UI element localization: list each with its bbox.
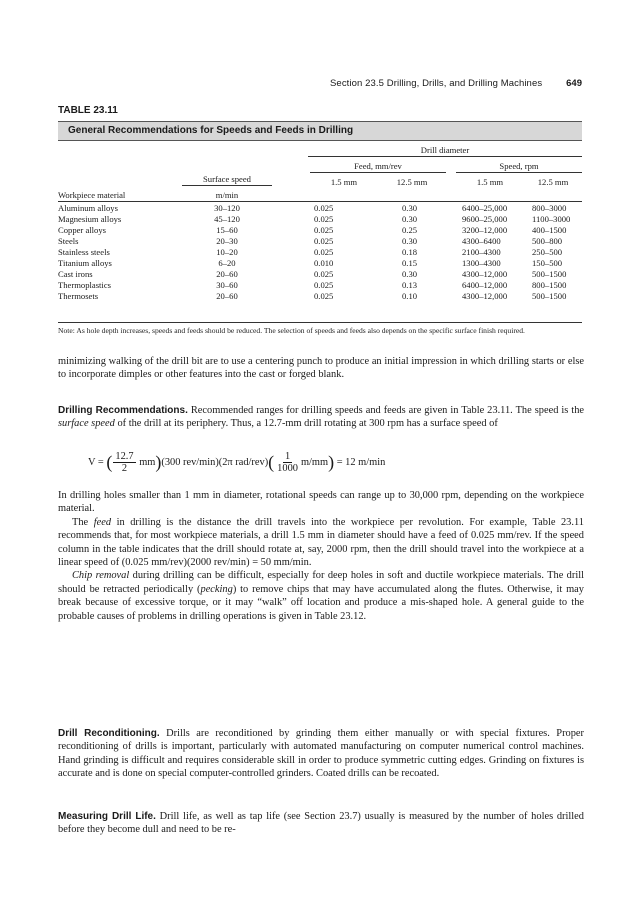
cell-rpm-small: 6400–25,000 [462,203,508,213]
feed-header: Feed, mm/rev [354,161,402,171]
cell-feed-large: 0.30 [402,203,418,213]
workpiece-header: Workpiece material [58,190,126,200]
drilling-recommendations-heading: Drilling Recommendations. [58,405,188,416]
subheader-speed-large: 12.5 mm [537,177,569,187]
surface-speed-equation [88,451,588,485]
cell-rpm-small: 3200–12,000 [462,225,508,235]
header-rule [310,172,446,173]
cell-feed-large: 0.13 [402,280,418,290]
table-row [58,214,582,225]
cell-feed-small: 0.025 [314,203,334,213]
speed-header: Speed, rpm [499,161,539,171]
equation-paren: ( [268,452,275,472]
header-bottom-rule [58,201,582,202]
cell-surface-speed: 6–20 [218,258,236,268]
cell-rpm-small: 9600–25,000 [462,214,508,224]
table-row [58,247,582,258]
surface-speed-header: Surface speed [203,174,251,184]
cell-surface-speed: 45–120 [214,214,240,224]
cell-feed-large: 0.18 [402,247,418,257]
table-row [58,258,582,269]
table-bottom-rule [58,322,582,323]
cell-surface-speed: 15–60 [216,225,238,235]
table-row [58,225,582,236]
feed-text: in drilling is the distance the drill travels into the workpiece per revolution. For example, Table 23.11 recommends that, for most workpiece materials, a drill 1.5 mm in diameter should have a feed of 0.025 mm/rev. If the speed column in the table indicates that the drill should rotate at, say, 2000 rpm, then the drill should travel into the workpiece at a linear speed of (0.025 mm/rev)(2000 rev/min) = 50 mm/min. [58,516,584,569]
table-number: TABLE 23.11 [58,105,118,116]
cell-feed-small: 0.025 [314,247,334,257]
subheader-speed-small: 1.5 mm [476,177,504,187]
cell-feed-large: 0.30 [402,269,418,279]
cell-material: Titanium alloys [58,258,112,268]
cell-material: Thermosets [58,291,99,301]
page-number: 649 [566,78,582,89]
cell-rpm-small: 6400–12,000 [462,280,508,290]
cell-rpm-large: 800–3000 [532,203,567,213]
table-title: General Recommendations for Speeds and Feeds in Drilling [68,125,354,136]
cell-feed-small: 0.025 [314,291,334,301]
cell-feed-small: 0.010 [314,258,334,268]
table-row [58,203,582,214]
chip-text: ) to remove chips that may have accumulated along the flutes. Otherwise, it may break because of excessive torque, or it may “walk” off location and produce a mis-shaped hole. A general guide to the probable causes of problems in drilling operations is given in Table 23.12. [58,583,584,622]
cell-rpm-large: 1100–3000 [532,214,571,224]
cell-rpm-large: 500–1500 [532,291,567,301]
cell-surface-speed: 30–60 [216,280,238,290]
cell-surface-speed: 20–60 [216,269,238,279]
cell-material: Aluminum alloys [58,203,118,213]
cell-rpm-large: 500–800 [532,236,563,246]
feed-paragraph [58,516,584,570]
cell-surface-speed: 10–20 [216,247,238,257]
intro-text: minimizing walking of the drill bit are to use a centering punch to produce an initial impression in which drilling starts or else to incorporate dimples or other features into the cast or forged blank. [58,356,584,381]
drilling-recommendations-paragraph [58,404,584,431]
drilling-rec-emphasis: surface speed [58,418,115,430]
cell-rpm-large: 250–500 [532,247,563,257]
equation-result: = 12 m/min [336,456,386,468]
equation-unit: m/mm [300,456,329,468]
equation-paren: ) [328,452,335,472]
section-title: Section 23.5 Drilling, Drills, and Drilling Machines [330,78,543,89]
drill-life-paragraph [58,810,584,837]
cell-rpm-small: 1300–4300 [462,258,501,268]
cell-feed-large: 0.25 [402,225,418,235]
table-row [58,236,582,247]
chip-text: during drilling can be difficult, especially for deep holes in soft and ductile workpiece materials. The drill should be retracted periodically ( [58,570,585,595]
chip-removal-paragraph [58,569,584,623]
equation-unit: mm [139,456,156,468]
cell-rpm-large: 400–1500 [532,225,567,235]
equation-fraction [113,451,135,474]
table-row [58,269,582,280]
cell-feed-large: 0.15 [402,258,418,268]
cell-rpm-small: 4300–12,000 [462,291,508,301]
drill-life-heading: Measuring Drill Life. [58,811,156,822]
header-rule [308,156,582,157]
table-body [58,203,582,302]
drill-life-text: Drill life, as well as tap life (see Section 23.7) usually is measured by the number of holes drilled before they become dull and need to be re- [58,811,584,836]
fraction-numerator: 12.7 [115,451,134,462]
running-head [330,78,582,89]
cell-material: Stainless steels [58,247,110,257]
subheader-feed-small: 1.5 mm [330,177,358,187]
cell-rpm-large: 150–500 [532,258,563,268]
cell-rpm-large: 800–1500 [532,280,567,290]
cell-feed-small: 0.025 [314,269,334,279]
cell-feed-small: 0.025 [314,214,334,224]
cell-surface-speed: 30–120 [214,203,240,213]
cell-feed-large: 0.10 [402,291,418,301]
chip-removal-emphasis: Chip removal [72,570,130,582]
body-paragraph-intro [58,355,584,382]
table-row [58,291,582,302]
fraction-denominator: 2 [121,463,128,474]
cell-rpm-small: 2100–4300 [462,247,501,257]
header-rule [456,172,582,173]
equation-middle: (300 rev/min)(2π rad/rev) [161,456,269,468]
table-title-bar [58,121,582,141]
cell-rpm-large: 500–1500 [532,269,567,279]
equation-paren: ( [106,452,113,472]
equation-lhs: V = [88,456,104,468]
equation-fraction [275,451,300,474]
fraction-numerator: 1 [284,451,291,462]
cell-feed-large: 0.30 [402,214,418,224]
cell-material: Copper alloys [58,225,106,235]
cell-material: Thermoplastics [58,280,111,290]
cell-surface-speed: 20–30 [216,236,238,246]
pecking-emphasis: pecking [200,583,233,595]
cell-feed-large: 0.30 [402,236,418,246]
header-rule [182,185,272,186]
feed-emphasis: feed [93,516,112,528]
drill-diameter-header: Drill diameter [420,145,470,155]
cell-rpm-small: 4300–12,000 [462,269,508,279]
cell-material: Steels [58,236,79,246]
drilling-details-section [58,489,584,623]
cell-feed-small: 0.025 [314,280,334,290]
fraction-denominator: 1000 [277,463,298,474]
reconditioning-text: Drills are reconditioned by grinding them either manually or with special fixtures. Proper reconditioning of drills is important, particularly with automated manufacturing on computer numerical control machines. Hand grinding is difficult and requires considerable skill in order to produce symmetric cutting edges. Grinding on fixtures is accurate and is done on special computer-controlled grinders. Coated drills can be recoated. [58,728,584,780]
cell-material: Cast irons [58,269,93,279]
drill-life-section [58,810,584,837]
cell-surface-speed: 20–60 [216,291,238,301]
surface-speed-unit: m/min [215,190,239,200]
small-holes-paragraph: In drilling holes smaller than 1 mm in diameter, rotational speeds can range up to 30,000 rpm, depending on the workpiece material. [58,490,584,515]
drilling-rec-text: of the drill at its periphery. Thus, a 12.7-mm drill rotating at 300 rpm has a surface speed of [117,418,498,430]
cell-feed-small: 0.025 [314,236,334,246]
table-row [58,280,582,291]
subheader-feed-large: 12.5 mm [396,177,428,187]
reconditioning-paragraph [58,727,584,781]
table-note: Note: As hole depth increases, speeds and feeds should be reduced. The selection of speeds and feeds also depends on the specific surface finish required. [58,326,525,335]
feed-text: The [72,516,89,528]
drill-reconditioning-section [58,727,584,781]
cell-feed-small: 0.025 [314,225,334,235]
drilling-rec-text: Recommended ranges for drilling speeds and feeds are given in Table 23.11. The speed is the [190,405,585,416]
drilling-recommendations-section [58,404,584,431]
equation-paren: ) [155,452,162,472]
cell-rpm-small: 4300–6400 [462,236,501,246]
cell-material: Magnesium alloys [58,214,122,224]
reconditioning-heading: Drill Reconditioning. [58,728,160,739]
